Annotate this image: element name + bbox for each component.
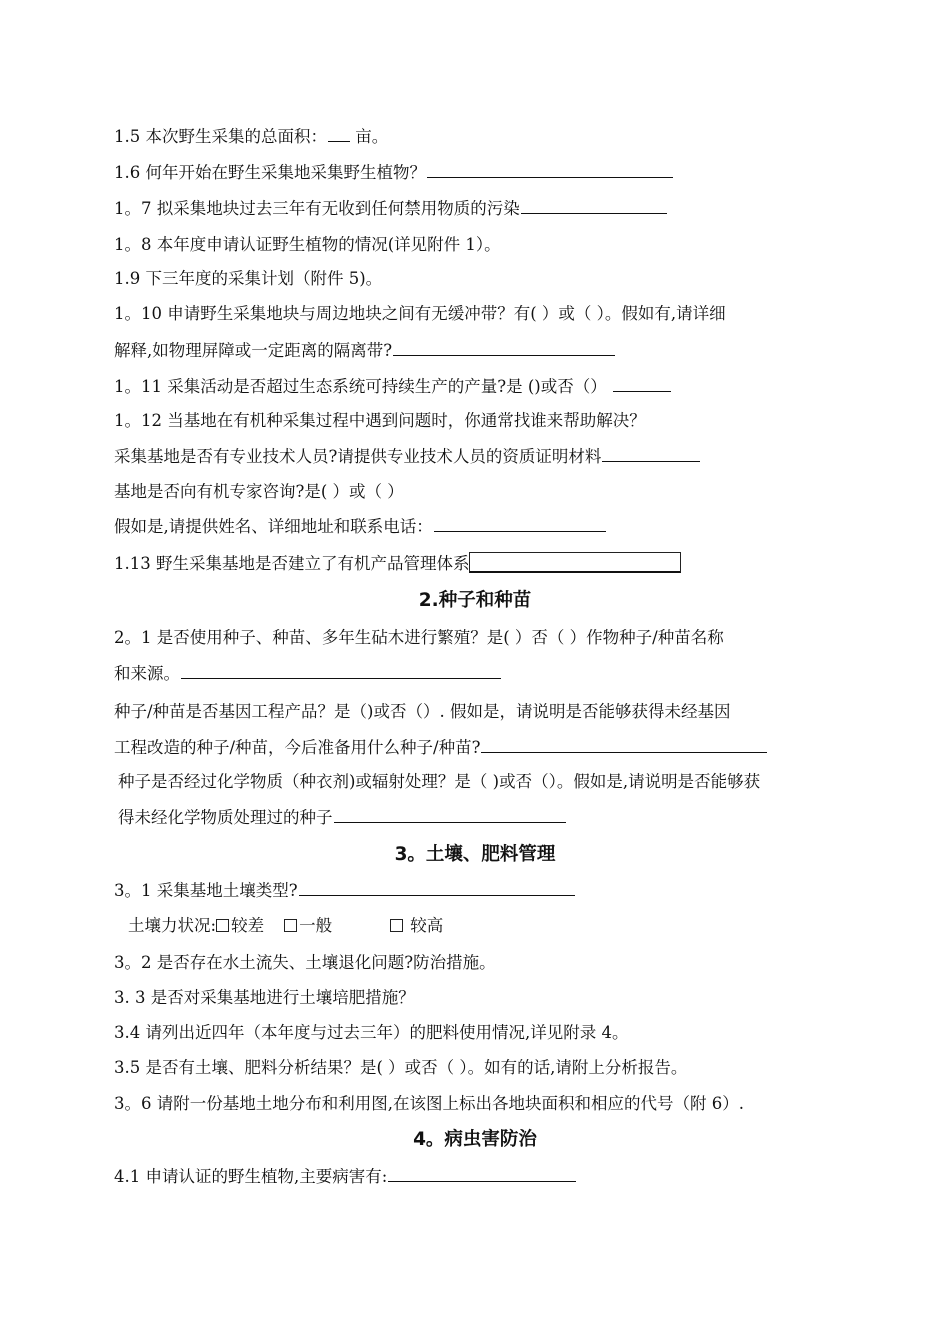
question-3-5: 3.5 是否有土壤、肥料分析结果？是( ）或否（ ）。如有的话,请附上分析报告。 <box>114 1058 688 1077</box>
question-2-1-treatment-cont: 得未经化学物质处理过的种子 <box>118 807 566 829</box>
answer-blank[interactable] <box>334 807 566 823</box>
question-3-4: 3.4 请列出近四年（本年度与过去三年）的肥料使用情况,详见附录 4。 <box>114 1023 629 1042</box>
question-2-1-source: 和来源。 <box>114 663 501 685</box>
answer-blank[interactable] <box>388 1166 576 1182</box>
answer-blank[interactable] <box>521 198 667 214</box>
answer-blank[interactable] <box>299 880 575 896</box>
question-3-3: 3. 3 是否对采集基地进行土壤培肥措施？ <box>114 988 415 1007</box>
question-1-13: 1.13 野生采集基地是否建立了有机产品管理体系 <box>114 552 681 575</box>
question-3-1: 3。1 采集基地土壤类型? <box>114 880 575 902</box>
answer-blank[interactable] <box>434 516 606 532</box>
answer-blank[interactable] <box>393 340 615 356</box>
question-3-2: 3。2 是否存在水土流失、土壤退化问题?防治措施。 <box>114 953 496 972</box>
question-2-1-gmo-cont: 工程改造的种子/种苗，今后准备用什么种子/种苗? <box>114 737 767 759</box>
question-1-5: 1.5 本次野生采集的总面积： 亩。 <box>114 127 389 146</box>
question-1-11: 1。11 采集活动是否超过生态系统可持续生产的产量?是 ()或否（） <box>114 376 671 398</box>
question-2-1-gmo: 种子/种苗是否基因工程产品？是（)或否（）. 假如是，请说明是否能够获得未经基因 <box>114 702 731 721</box>
answer-blank[interactable] <box>613 376 671 392</box>
question-1-8: 1。8 本年度申请认证野生植物的情况(详见附件 1）。 <box>114 235 501 254</box>
question-1-10-cont: 解释,如物理屏障或一定距离的隔离带? <box>114 340 615 362</box>
question-1-6: 1.6 何年开始在野生采集地采集野生植物？ <box>114 162 673 184</box>
answer-blank[interactable] <box>481 737 767 753</box>
answer-blank[interactable] <box>328 126 350 142</box>
question-3-1-fertility: 土壤力状况: 较差 一般 较高 <box>128 916 444 935</box>
question-3-6: 3。6 请附一份基地土地分布和利用图,在该图上标出各地块面积和相应的代号（附 6）. <box>114 1094 744 1113</box>
section-4-heading: 4。病虫害防治 <box>413 1129 537 1150</box>
checkbox-average[interactable] <box>284 919 297 932</box>
question-1-12: 1。12 当基地在有机种采集过程中遇到问题时，你通常找谁来帮助解决？ <box>114 411 646 430</box>
question-2-1-treatment: 种子是否经过化学物质（种衣剂)或辐射处理？是（ )或否（）。假如是,请说明是否能够获 <box>118 772 761 791</box>
checkbox-high[interactable] <box>390 919 403 932</box>
question-1-12-expert: 基地是否向有机专家咨询?是( ）或（ ） <box>114 482 404 501</box>
checkbox-poor[interactable] <box>216 919 229 932</box>
question-1-12-staff: 采集基地是否有专业技术人员?请提供专业技术人员的资质证明材料 <box>114 446 700 468</box>
answer-box[interactable] <box>469 552 681 573</box>
section-2-heading: 2.种子和种苗 <box>418 590 532 611</box>
question-1-7: 1。7 拟采集地块过去三年有无收到任何禁用物质的污染 <box>114 198 667 220</box>
question-1-10: 1。10 申请野生采集地块与周边地块之间有无缓冲带？有( ）或（ ）。假如有,请详细 <box>114 304 726 323</box>
question-2-1: 2。1 是否使用种子、种苗、多年生砧木进行繁殖？是( ）否（ ）作物种子/种苗名称 <box>114 628 724 647</box>
question-4-1: 4.1 申请认证的野生植物,主要病害有: <box>114 1166 576 1188</box>
answer-blank[interactable] <box>427 162 673 178</box>
section-3-heading: 3。土壤、肥料管理 <box>394 844 556 865</box>
question-1-12-contact: 假如是,请提供姓名、详细地址和联系电话： <box>114 516 606 538</box>
question-1-9: 1.9 下三年度的采集计划（附件 5)。 <box>114 269 383 288</box>
answer-blank[interactable] <box>181 663 501 679</box>
answer-blank[interactable] <box>602 446 700 462</box>
